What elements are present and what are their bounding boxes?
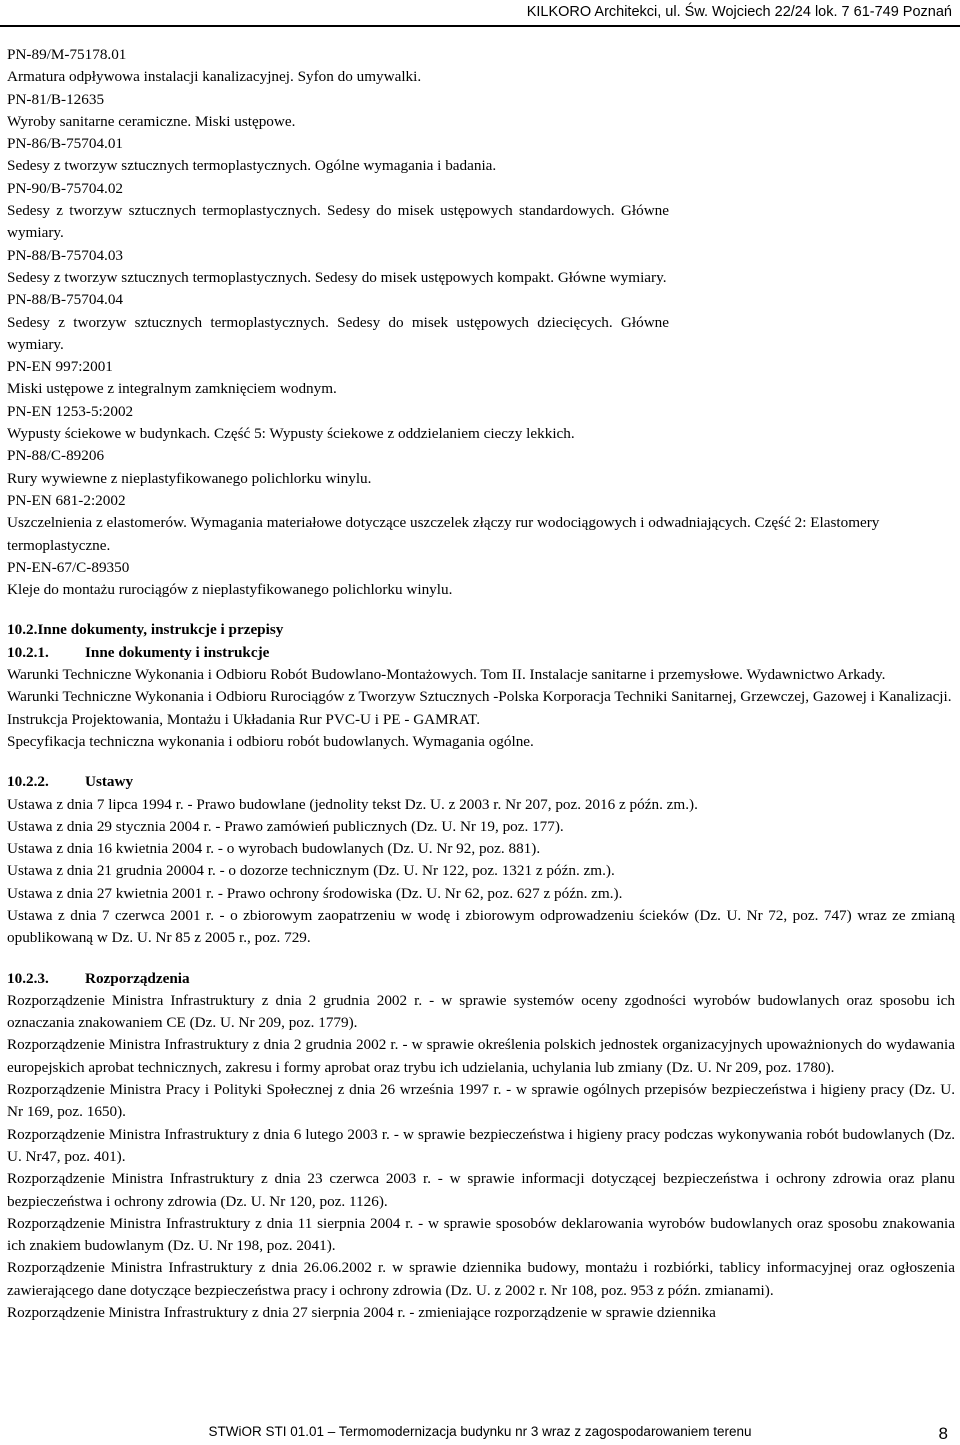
standard-code: PN-88/B-75704.03	[7, 246, 124, 264]
section-number: 10.2.2.	[7, 773, 49, 791]
law-item: Ustawa z dnia 29 stycznia 2004 r. - Prawo zamówień publicznych (Dz. U. Nr 19, poz. 177).	[7, 817, 564, 835]
standard-desc: Sedesy z tworzyw sztucznych termoplastycznych. Sedesy do misek ustępowych kompakt. Główne wymiary.	[7, 268, 667, 286]
standard-desc: Kleje do montażu rurociągów z nieplastyfikowanego polichlorku winylu.	[7, 581, 453, 599]
section-number: 10.2.3.	[7, 969, 49, 987]
section-title: Ustawy	[85, 773, 134, 791]
standard-code: PN-EN 997:2001	[7, 358, 113, 376]
section-heading-10-2-1	[7, 642, 955, 664]
section-heading-10-2-3	[7, 968, 955, 990]
document-item: Warunki Techniczne Wykonania i Odbioru Rurociągów z Tworzyw Sztucznych -Polska Korporacja Techniki Sanitarnej, Grzewczej, Gazowej i Kanalizacji.	[7, 688, 952, 706]
standard-code: PN-88/B-75704.04	[7, 291, 124, 309]
standard-desc: Sedesy z tworzyw sztucznych termoplastycznych. Sedesy do misek ustępowych dziecięcych. Główne wymiary.	[7, 313, 669, 353]
regulation-item: Rozporządzenie Ministra Infrastruktury z dnia 2 grudnia 2002 r. - w sprawie określenia polskich jednostek organizacyjnych upoważnionych do wydawania europejskich aprobat technicznych, zakresu i formy aprobat oraz trybu ich udzielania, uchylania lub zmiany (Dz. U. Nr 209, poz. 1780).	[7, 1036, 955, 1076]
standard-desc: Wyroby sanitarne ceramiczne. Miski ustępowe.	[7, 112, 296, 130]
standard-desc: Rury wywiewne z nieplastyfikowanego polichlorku winylu.	[7, 469, 372, 487]
regulation-item: Rozporządzenie Ministra Infrastruktury z dnia 11 sierpnia 2004 r. - w sprawie sposobów deklarowania wyrobów budowlanych oraz sposobu znakowania ich znakiem budowlanym (Dz. U. Nr 198, poz. 2041).	[7, 1214, 955, 1255]
document-item: Warunki Techniczne Wykonania i Odbioru Robót Budowlano-Montażowych. Tom II. Instalacje sanitarne i przemysłowe. Wydawnictwo Arkady.	[7, 666, 886, 684]
header-divider	[0, 25, 960, 27]
regulation-item: Rozporządzenie Ministra Infrastruktury z dnia 2 grudnia 2002 r. - w sprawie systemów oceny zgodności wyrobów budowlanych oraz sposobu ich oznaczania znakowaniem CE (Dz. U. Nr 209, poz. 1779).	[7, 991, 955, 1032]
section-heading-10-2: 10.2.Inne dokumenty, instrukcje i przepisy	[7, 621, 284, 639]
section-heading-10-2-2	[7, 771, 955, 793]
page-header: KILKORO Architekci, ul. Św. Wojciech 22/24 lok. 7 61-749 Poznań	[526, 4, 952, 20]
standard-desc: Uszczelnienia z elastomerów. Wymagania materiałowe dotyczące uszczelek złączy rur wodociągowych i odwadniających. Część 2: Elastomery termoplastyczne.	[7, 514, 880, 554]
regulation-item: Rozporządzenie Ministra Infrastruktury z dnia 6 lutego 2003 r. - w sprawie bezpieczeństwa i higieny pracy podczas wykonywania robót budowlanych (Dz. U. Nr47, poz. 401).	[7, 1125, 955, 1165]
standard-code: PN-86/B-75704.01	[7, 135, 124, 153]
standard-code: PN-81/B-12635	[7, 90, 105, 108]
law-item: Ustawa z dnia 7 czerwca 2001 r. - o zbiorowym zaopatrzeniu w wodę i zbiorowym odprowadzeniu ścieków (Dz. U. Nr 72, poz. 747) wraz ze zmianą opublikowaną w Dz. U. Nr 85 z 2005 r., poz. 729.	[7, 906, 955, 947]
standard-desc: Armatura odpływowa instalacji kanalizacyjnej. Syfon do umywalki.	[7, 68, 422, 86]
standards-list	[7, 44, 955, 601]
document-item: Specyfikacja techniczna wykonania i odbioru robót budowlanych. Wymagania ogólne.	[7, 732, 534, 750]
document-body	[7, 44, 955, 1324]
footer-text: STWiOR STI 01.01 – Termomodernizacja budynku nr 3 wraz z zagospodarowaniem terenu	[208, 1424, 752, 1439]
law-item: Ustawa z dnia 27 kwietnia 2001 r. - Prawo ochrony środowiska (Dz. U. Nr 62, poz. 627 z późn. zm.).	[7, 884, 623, 902]
standard-desc: Sedesy z tworzyw sztucznych termoplastycznych. Sedesy do misek ustępowych standardowych. Główne wymiary.	[7, 202, 669, 242]
page-number: 8	[938, 1424, 948, 1443]
standard-code: PN-EN-67/C-89350	[7, 558, 130, 576]
law-item: Ustawa z dnia 21 grudnia 20004 r. - o dozorze technicznym (Dz. U. Nr 122, poz. 1321 z późn. zm.).	[7, 862, 615, 880]
page-footer	[0, 1420, 960, 1445]
regulation-item: Rozporządzenie Ministra Infrastruktury z dnia 26.06.2002 r. w sprawie dziennika budowy, montażu i rozbiórki, tablicy informacyjnej oraz ogłoszenia zawierającego dane dotyczące bezpieczeństwa pracy i ochrony zdrowia (Dz. U. z 2002 r. Nr 108, poz. 953 z późn. zmianami).	[7, 1259, 955, 1299]
section-title: Rozporządzenia	[85, 969, 190, 987]
standard-desc: Sedesy z tworzyw sztucznych termoplastycznych. Ogólne wymagania i badania.	[7, 157, 497, 175]
standard-code: PN-EN 1253-5:2002	[7, 402, 134, 420]
law-item: Ustawa z dnia 16 kwietnia 2004 r. - o wyrobach budowlanych (Dz. U. Nr 92, poz. 881).	[7, 840, 541, 858]
standard-code: PN-89/M-75178.01	[7, 46, 127, 63]
regulation-item: Rozporządzenie Ministra Infrastruktury z dnia 27 sierpnia 2004 r. - zmieniające rozporządzenie w sprawie dziennika	[7, 1304, 716, 1322]
standard-desc: Wypusty ściekowe w budynkach. Część 5: Wypusty ściekowe z oddzielaniem cieczy lekkich.	[7, 425, 575, 443]
regulation-item: Rozporządzenie Ministra Pracy i Polityki Społecznej z dnia 26 września 1997 r. - w sprawie ogólnych przepisów bezpieczeństwa i higieny pracy (Dz. U. Nr 169, poz. 1650).	[7, 1081, 955, 1121]
standard-code: PN-88/C-89206	[7, 447, 105, 465]
section-title: Inne dokumenty i instrukcje	[85, 643, 270, 661]
law-item: Ustawa z dnia 7 lipca 1994 r. - Prawo budowlane (jednolity tekst Dz. U. z 2003 r. Nr 207, poz. 2016 z późn. zm.).	[7, 795, 698, 813]
standard-desc: Miski ustępowe z integralnym zamknięciem wodnym.	[7, 380, 337, 398]
standard-code: PN-EN 681-2:2002	[7, 491, 126, 509]
regulation-item: Rozporządzenie Ministra Infrastruktury z dnia 23 czerwca 2003 r. - w sprawie informacji dotyczącej bezpieczeństwa i ochrony zdrowia oraz planu bezpieczeństwa i ochrony zdrowia (Dz. U. Nr 120, poz. 1126).	[7, 1170, 955, 1210]
standard-code: PN-90/B-75704.02	[7, 179, 124, 197]
document-item: Instrukcja Projektowania, Montażu i Układania Rur PVC-U i PE - GAMRAT.	[7, 710, 480, 728]
section-number: 10.2.1.	[7, 643, 49, 661]
